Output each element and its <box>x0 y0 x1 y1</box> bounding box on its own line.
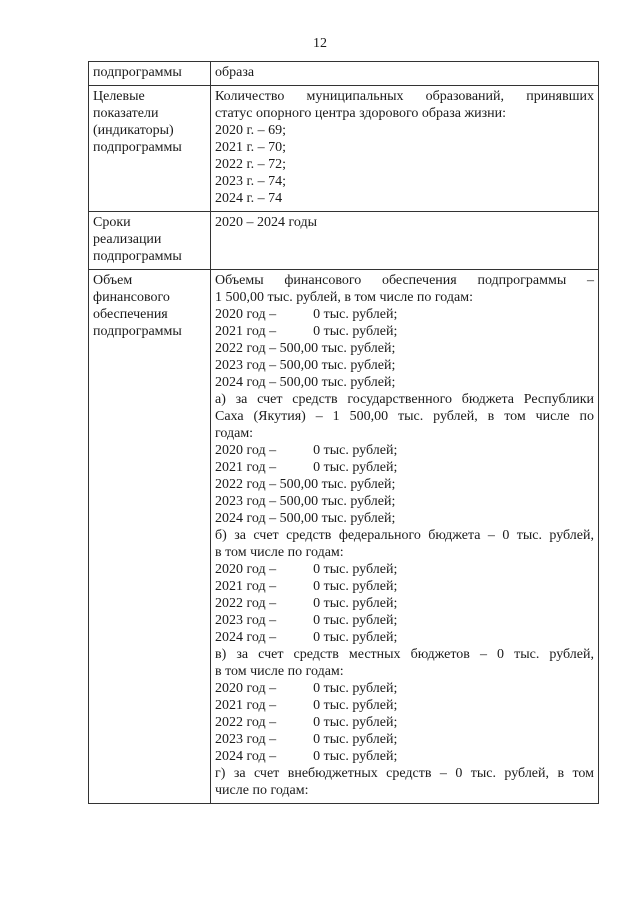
funding-year-line <box>215 459 594 476</box>
row-label-line: Целевые <box>93 89 145 104</box>
funding-amount: 0 тыс. рублей; <box>313 613 398 628</box>
funding-amount: 0 тыс. рублей; <box>313 732 398 747</box>
funding-year-line <box>215 578 594 595</box>
row-label-cell <box>89 62 211 86</box>
funding-amount: 0 тыс. рублей; <box>313 630 398 645</box>
funding-amount: 0 тыс. рублей; <box>313 562 398 577</box>
funding-year: 2024 год – <box>215 630 277 645</box>
text-line: 2022 год – 500,00 тыс. рублей; <box>215 477 396 492</box>
row-label-line: (индикаторы) <box>93 123 174 138</box>
text-line: в) за счет средств местных бюджетов – 0 тыс. рублей, <box>215 647 594 662</box>
funding-year-line <box>215 731 594 748</box>
row-value-cell <box>211 270 599 804</box>
funding-amount: 0 тыс. рублей; <box>313 681 398 696</box>
text-line: 1 500,00 тыс. рублей, в том числе по годам: <box>215 290 473 305</box>
funding-year-line <box>215 561 594 578</box>
funding-year: 2023 год – <box>215 613 277 628</box>
funding-amount: 0 тыс. рублей; <box>313 443 398 458</box>
funding-year: 2021 год – <box>215 324 277 339</box>
text-line: 2024 год – 500,00 тыс. рублей; <box>215 511 396 526</box>
passport-table-body <box>89 62 599 804</box>
funding-year-line <box>215 697 594 714</box>
text-line: 2023 год – 500,00 тыс. рублей; <box>215 358 396 373</box>
funding-year: 2022 год – <box>215 596 277 611</box>
table-row <box>89 86 599 212</box>
text-line: Количество муниципальных образований, принявших <box>215 89 594 104</box>
funding-amount: 0 тыс. рублей; <box>313 698 398 713</box>
funding-year-line <box>215 748 594 765</box>
text-line: годам: <box>215 426 254 441</box>
funding-year: 2021 год – <box>215 460 277 475</box>
text-line: 2022 г. – 72; <box>215 157 287 172</box>
funding-year-line <box>215 629 594 646</box>
text-line: Саха (Якутия) – 1 500,00 тыс. рублей, в том числе по <box>215 409 594 424</box>
text-line: в том числе по годам: <box>215 664 344 679</box>
row-label-line: показатели <box>93 106 159 121</box>
row-label-line: Сроки <box>93 215 131 230</box>
funding-year: 2021 год – <box>215 579 277 594</box>
funding-year-line <box>215 612 594 629</box>
page-number: 12 <box>313 36 327 51</box>
funding-year-line <box>215 680 594 697</box>
row-label-line: обеспечения <box>93 307 168 322</box>
table-row <box>89 270 599 804</box>
row-label-line: подпрограммы <box>93 249 182 264</box>
text-line: 2021 г. – 70; <box>215 140 287 155</box>
row-label-cell <box>89 270 211 804</box>
text-line: Объемы финансового обеспечения подпрограммы – <box>215 273 594 288</box>
funding-year: 2020 год – <box>215 307 277 322</box>
row-label-line: Объем <box>93 273 133 288</box>
funding-amount: 0 тыс. рублей; <box>313 596 398 611</box>
funding-year: 2020 год – <box>215 443 277 458</box>
text-line: 2023 год – 500,00 тыс. рублей; <box>215 494 396 509</box>
funding-year-line <box>215 442 594 459</box>
funding-year: 2024 год – <box>215 749 277 764</box>
text-line: статус опорного центра здорового образа жизни: <box>215 106 507 121</box>
text-line: б) за счет средств федерального бюджета – 0 тыс. рублей, <box>215 528 594 543</box>
funding-amount: 0 тыс. рублей; <box>313 579 398 594</box>
row-label-line: подпрограммы <box>93 324 182 339</box>
row-label-line: подпрограммы <box>93 65 182 80</box>
row-label-line: реализации <box>93 232 162 247</box>
funding-amount: 0 тыс. рублей; <box>313 324 398 339</box>
funding-year: 2022 год – <box>215 715 277 730</box>
funding-year-line <box>215 306 594 323</box>
funding-amount: 0 тыс. рублей; <box>313 749 398 764</box>
row-label-cell <box>89 86 211 212</box>
table-row <box>89 62 599 86</box>
text-line: а) за счет средств государственного бюджета Республики <box>215 392 594 407</box>
row-value-cell <box>211 86 599 212</box>
funding-amount: 0 тыс. рублей; <box>313 460 398 475</box>
row-value-cell <box>211 62 599 86</box>
funding-year-line <box>215 323 594 340</box>
funding-amount: 0 тыс. рублей; <box>313 715 398 730</box>
funding-year: 2023 год – <box>215 732 277 747</box>
funding-year: 2020 год – <box>215 562 277 577</box>
row-value-cell <box>211 212 599 270</box>
row-label-line: подпрограммы <box>93 140 182 155</box>
text-line: г) за счет внебюджетных средств – 0 тыс. рублей, в том <box>215 766 594 781</box>
row-label-line: финансового <box>93 290 170 305</box>
row-label-cell <box>89 212 211 270</box>
text-line: 2024 г. – 74 <box>215 191 283 206</box>
funding-year-line <box>215 595 594 612</box>
table-row <box>89 212 599 270</box>
funding-year: 2020 год – <box>215 681 277 696</box>
text-line: 2024 год – 500,00 тыс. рублей; <box>215 375 396 390</box>
text-line: 2020 – 2024 годы <box>215 215 318 230</box>
funding-year-line <box>215 714 594 731</box>
funding-amount: 0 тыс. рублей; <box>313 307 398 322</box>
text-line: числе по годам: <box>215 783 309 798</box>
text-line: 2020 г. – 69; <box>215 123 287 138</box>
text-line: 2022 год – 500,00 тыс. рублей; <box>215 341 396 356</box>
passport-table <box>88 61 599 804</box>
funding-year: 2021 год – <box>215 698 277 713</box>
text-line: 2023 г. – 74; <box>215 174 287 189</box>
text-line: образа <box>215 65 255 80</box>
text-line: в том числе по годам: <box>215 545 344 560</box>
